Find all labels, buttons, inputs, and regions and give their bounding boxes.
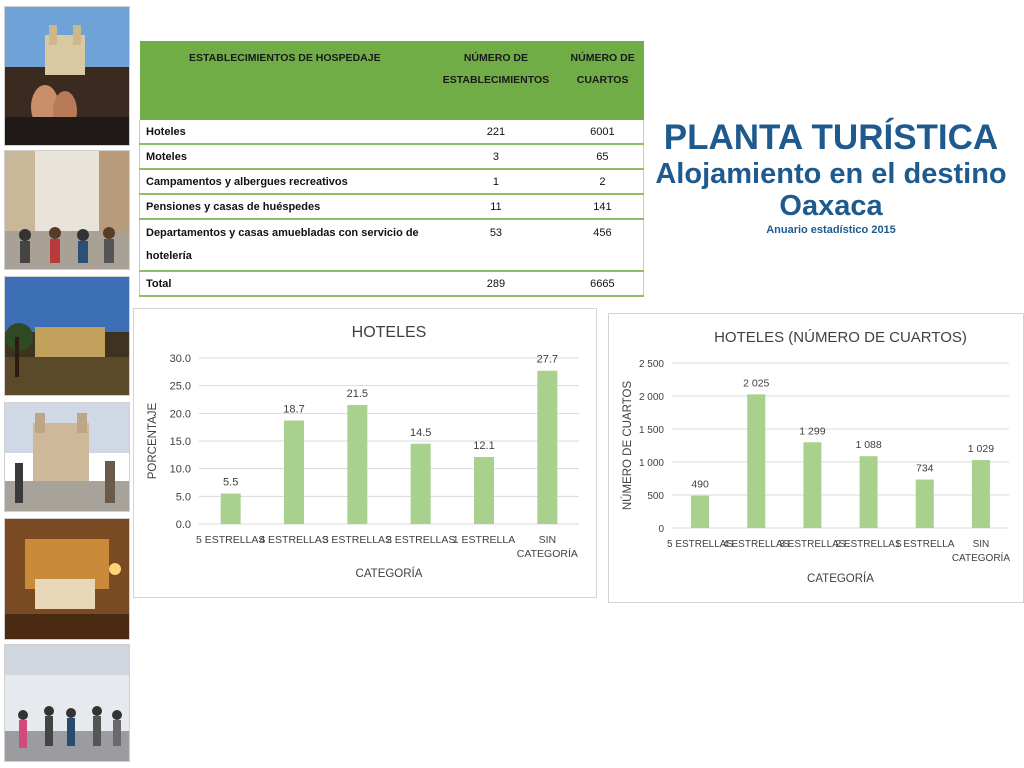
bar bbox=[803, 442, 821, 528]
x-tick-label: 5 ESTRELLAS bbox=[667, 539, 734, 550]
data-label: 490 bbox=[691, 478, 709, 491]
y-tick-label: 25.0 bbox=[169, 380, 191, 393]
row-cuartos: 65 bbox=[562, 144, 644, 169]
page-subtitle-destination: Oaxaca bbox=[779, 190, 883, 222]
y-axis-label: PORCENTAJE bbox=[147, 402, 159, 480]
y-tick-label: 20.0 bbox=[169, 408, 191, 421]
data-label: 18.7 bbox=[283, 403, 305, 416]
row-label: Moteles bbox=[140, 144, 431, 169]
row-establecimientos: 11 bbox=[430, 194, 562, 219]
title-block bbox=[646, 118, 1016, 236]
header-numero-cuartos-text: NÚMERO DE CUARTOS bbox=[570, 52, 635, 86]
photo-airport-crowd bbox=[4, 644, 130, 762]
row-label: Campamentos y albergues recreativos bbox=[140, 169, 431, 194]
photo-strip bbox=[0, 6, 132, 762]
x-tick-label: 1 ESTRELLA bbox=[452, 534, 516, 546]
table-row-total bbox=[140, 271, 644, 296]
y-tick-label: 5.0 bbox=[175, 491, 191, 504]
row-establecimientos: 221 bbox=[430, 120, 562, 144]
data-label: 14.5 bbox=[409, 426, 432, 439]
bar bbox=[347, 405, 367, 524]
y-tick-label: 0 bbox=[658, 524, 664, 535]
data-label: 5.5 bbox=[223, 476, 239, 489]
chart-title: HOTELES (NÚMERO DE CUARTOS) bbox=[714, 329, 967, 346]
photo-street-crowd bbox=[4, 150, 130, 270]
row-label: Departamentos y casas amuebladas con servicio de hotelería bbox=[140, 219, 431, 271]
row-establecimientos: 289 bbox=[430, 271, 562, 296]
data-label: 27.7 bbox=[536, 353, 559, 366]
y-tick-label: 2 000 bbox=[638, 392, 664, 403]
bar bbox=[860, 456, 878, 528]
chart-hoteles-cuartos-svg bbox=[609, 314, 1023, 602]
chart-hoteles-porcentaje bbox=[133, 308, 597, 598]
y-axis-label: NÚMERO DE CUARTOS bbox=[622, 380, 634, 511]
bar bbox=[284, 421, 304, 524]
x-tick-label: 2 ESTRELLAS bbox=[385, 534, 456, 546]
x-tick-label: CATEGORÍA bbox=[951, 553, 1010, 564]
row-establecimientos: 3 bbox=[430, 144, 562, 169]
y-tick-label: 30.0 bbox=[169, 353, 191, 365]
bar bbox=[916, 480, 934, 528]
bar bbox=[691, 496, 709, 528]
x-tick-label: 1 ESTRELLA bbox=[895, 539, 955, 550]
photo-garden-dusk bbox=[4, 276, 130, 396]
x-tick-label: CATEGORÍA bbox=[516, 548, 578, 560]
photo-hotel-room bbox=[4, 518, 130, 640]
table-row bbox=[140, 219, 644, 271]
data-label: 1 299 bbox=[799, 425, 826, 438]
row-establecimientos: 1 bbox=[430, 169, 562, 194]
data-label: 12.1 bbox=[473, 440, 495, 453]
photo-cathedral-terrace bbox=[4, 6, 130, 146]
x-tick-label: SIN bbox=[972, 539, 990, 550]
page-subtitle: Alojamiento en el destino bbox=[655, 158, 1007, 190]
bar bbox=[221, 494, 241, 524]
table-header-row bbox=[140, 41, 644, 120]
lodging-table bbox=[139, 41, 644, 297]
data-label: 1 088 bbox=[855, 439, 882, 452]
row-cuartos: 141 bbox=[562, 194, 644, 219]
y-tick-label: 2 500 bbox=[638, 359, 664, 370]
row-cuartos: 2 bbox=[562, 169, 644, 194]
x-tick-label: 5 ESTRELLAS bbox=[195, 534, 266, 546]
x-axis-label: CATEGORÍA bbox=[355, 568, 423, 580]
row-establecimientos: 53 bbox=[430, 219, 562, 271]
photo-church-plaza bbox=[4, 402, 130, 512]
row-label: Hoteles bbox=[140, 120, 431, 144]
row-label: Total bbox=[140, 271, 431, 296]
chart-hoteles-porcentaje-svg bbox=[134, 309, 596, 597]
row-cuartos: 6665 bbox=[562, 271, 644, 296]
header-numero-establecimientos bbox=[430, 41, 562, 120]
page-title: PLANTA TURÍSTICA bbox=[663, 118, 999, 157]
y-tick-label: 15.0 bbox=[169, 436, 191, 448]
header-numero-cuartos bbox=[562, 41, 644, 120]
x-tick-label: 3 ESTRELLAS bbox=[322, 534, 393, 546]
table-row bbox=[140, 144, 644, 169]
source-note: Anuario estadístico 2015 bbox=[766, 224, 896, 236]
bar bbox=[747, 394, 765, 528]
x-tick-label: 4 ESTRELLAS bbox=[723, 539, 790, 550]
chart-title: HOTELES bbox=[351, 324, 427, 341]
data-label: 1 029 bbox=[967, 443, 995, 456]
header-establecimientos-hospedaje: ESTABLECIMIENTOS DE HOSPEDAJE bbox=[140, 41, 431, 120]
bar bbox=[474, 457, 494, 524]
y-tick-label: 1 000 bbox=[638, 458, 664, 469]
bar bbox=[972, 460, 990, 528]
row-cuartos: 6001 bbox=[562, 120, 644, 144]
y-tick-label: 10.0 bbox=[169, 463, 191, 476]
x-tick-label: 2 ESTRELLAS bbox=[835, 539, 902, 550]
data-label: 21.5 bbox=[346, 388, 369, 401]
y-tick-label: 500 bbox=[647, 491, 664, 502]
y-tick-label: 1 500 bbox=[638, 425, 664, 436]
data-label: 2 025 bbox=[743, 377, 770, 390]
row-cuartos: 456 bbox=[562, 219, 644, 271]
x-tick-label: 3 ESTRELLAS bbox=[779, 539, 846, 550]
row-label: Pensiones y casas de huéspedes bbox=[140, 194, 431, 219]
table-row bbox=[140, 120, 644, 144]
x-tick-label: SIN bbox=[538, 534, 557, 546]
bar bbox=[537, 371, 557, 524]
table-row bbox=[140, 169, 644, 194]
header-numero-establecimientos-text: NÚMERO DE ESTABLECIMIENTOS bbox=[442, 52, 550, 86]
bar bbox=[411, 444, 431, 524]
chart-hoteles-cuartos bbox=[608, 313, 1024, 603]
x-axis-label: CATEGORÍA bbox=[807, 573, 874, 585]
data-label: 734 bbox=[915, 462, 934, 475]
x-tick-label: 4 ESTRELLAS bbox=[259, 534, 329, 546]
table-row bbox=[140, 194, 644, 219]
y-tick-label: 0.0 bbox=[175, 519, 191, 531]
